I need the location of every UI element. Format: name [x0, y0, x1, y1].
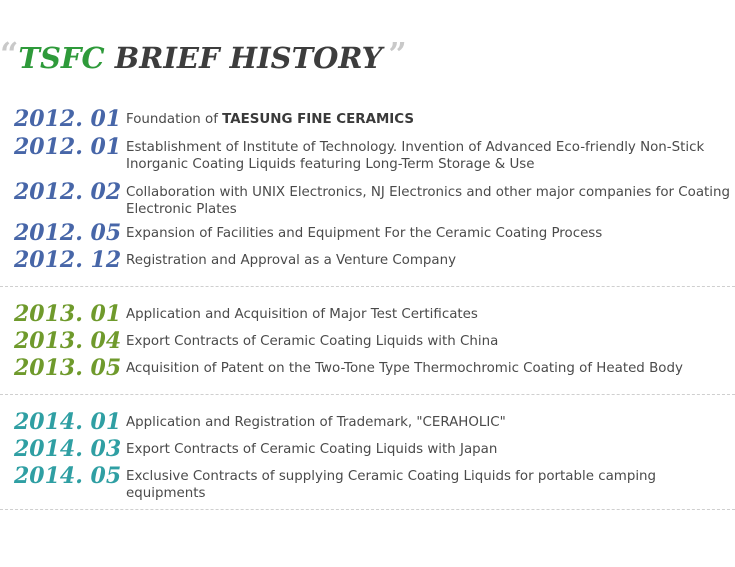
company-name: TAESUNG FINE CERAMICS: [222, 112, 414, 127]
entry-date: 2014. 01: [14, 409, 122, 435]
entry-text: Application and Registration of Trademark, "CERAHOLIC": [126, 415, 506, 430]
entry-date: 2013. 01: [14, 301, 122, 327]
entry-text: Establishment of Institute of Technology. Invention of Advanced Eco-friendly Non-Stick Inorganic Coating Liquids featuring Long-Term Storage & Use: [126, 140, 705, 172]
entry-text: Application and Acquisition of Major Test Certificates: [126, 307, 478, 322]
entry-text: Acquisition of Patent on the Two-Tone Type Thermochromic Coating of Heated Body: [126, 361, 683, 376]
entry-date: 2012. 12: [14, 247, 122, 273]
entry-text: Export Contracts of Ceramic Coating Liquids with China: [126, 334, 499, 349]
close-quote-icon: ”: [388, 35, 407, 73]
entry-text: Collaboration with UNIX Electronics, NJ Electronics and other major companies for Coating Electronic Plates: [126, 185, 730, 217]
title-text: BRIEF HISTORY: [114, 41, 383, 75]
entry-text: [126, 111, 731, 128]
entry-text-plain: Foundation of: [126, 112, 223, 127]
entry-text: Export Contracts of Ceramic Coating Liquids with Japan: [126, 442, 498, 457]
open-quote-icon: “: [0, 35, 19, 73]
section-divider: [0, 286, 735, 287]
entry-date: 2012. 01: [14, 106, 122, 132]
title-brand: TSFC: [18, 41, 105, 75]
entry-date: 2014. 03: [14, 436, 122, 462]
section-divider: [0, 394, 735, 395]
section-divider: [0, 509, 735, 510]
entry-date: 2014. 05: [14, 463, 122, 489]
entry-text: Registration and Approval as a Venture Company: [126, 253, 457, 268]
entry-text: Exclusive Contracts of supplying Ceramic Coating Liquids for portable camping equipments: [126, 469, 657, 501]
entry-date: 2013. 05: [14, 355, 122, 381]
entry-date: 2012. 02: [14, 179, 122, 205]
page-title: [0, 35, 407, 78]
entry-date: 2012. 05: [14, 220, 122, 246]
entry-text: Expansion of Facilities and Equipment For the Ceramic Coating Process: [126, 226, 603, 241]
entry-date: 2013. 04: [14, 328, 122, 354]
entry-date: 2012. 01: [14, 134, 122, 160]
